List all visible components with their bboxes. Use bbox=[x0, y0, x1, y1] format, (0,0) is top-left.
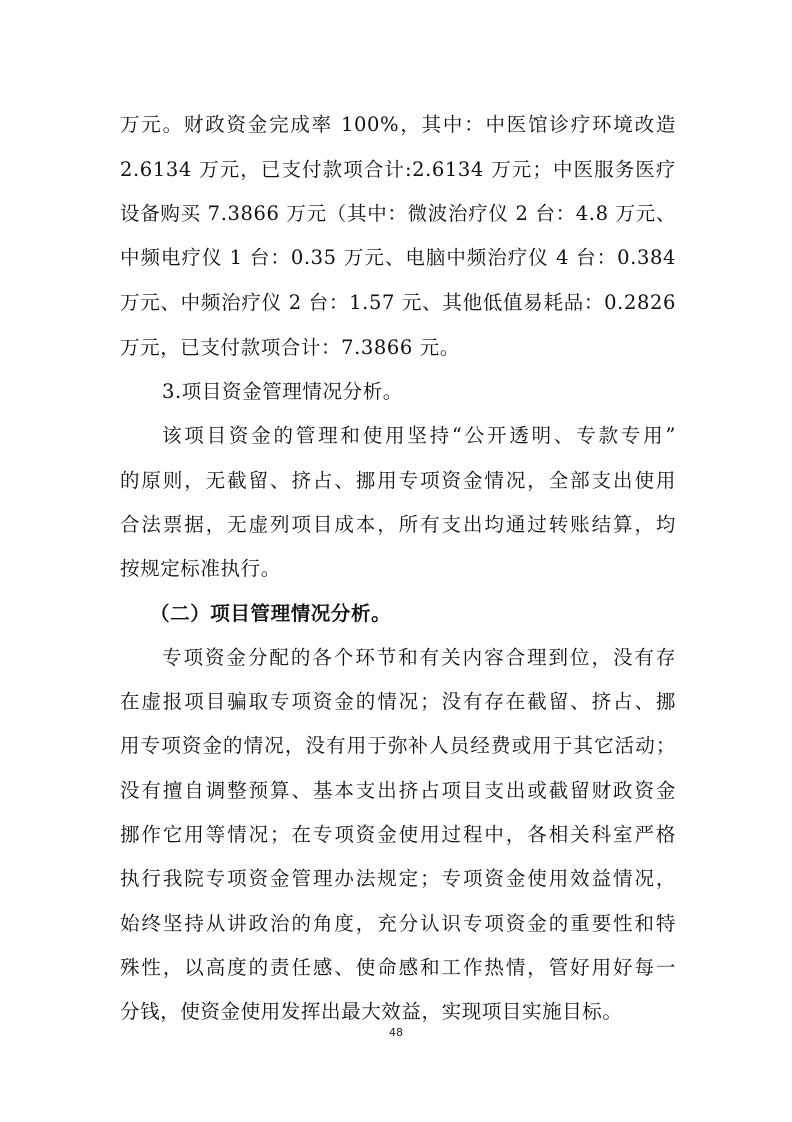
text-line: 始终坚持从讲政治的角度，充分认识专项资金的重要性和特 bbox=[120, 912, 676, 935]
text-line: 中频电疗仪 1 台：0.35 万元、电脑中频治疗仪 4 台：0.384 bbox=[120, 246, 676, 269]
text-line: 挪作它用等情况；在专项资金使用过程中，各相关科室严格 bbox=[120, 823, 676, 846]
text-line: 殊性，以高度的责任感、使命感和工作热情，管好用好每一 bbox=[120, 956, 676, 979]
text-line: 万元、中频治疗仪 2 台：1.57 元、其他低值易耗品：0.2826 bbox=[120, 291, 676, 314]
text-line: 专项资金分配的各个环节和有关内容合理到位，没有存 bbox=[162, 646, 676, 669]
text-line: 万元，已支付款项合计：7.3866 元。 bbox=[120, 336, 460, 359]
text-line: 2.6134 万元，已支付款项合计:2.6134 万元；中医服务医疗 bbox=[120, 158, 676, 181]
section-heading-project-management: （二）项目管理情况分析。 bbox=[150, 602, 392, 625]
page-number: 48 bbox=[389, 1026, 403, 1039]
subheading-fund-management: 3.项目资金管理情况分析。 bbox=[162, 380, 403, 403]
text-line: 用专项资金的情况，没有用于弥补人员经费或用于其它活动； bbox=[120, 734, 676, 757]
text-line: 万元。财政资金完成率 100%，其中：中医馆诊疗环境改造 bbox=[120, 113, 676, 136]
text-line: 设备购买 7.3866 万元（其中：微波治疗仪 2 台：4.8 万元、 bbox=[120, 202, 676, 225]
text-line: 执行我院专项资金管理办法规定；专项资金使用效益情况， bbox=[120, 867, 676, 890]
text-line: 该项目资金的管理和使用坚持“公开透明、专款专用” bbox=[162, 424, 676, 447]
text-line: 分钱，使资金使用发挥出最大效益，实现项目实施目标。 bbox=[120, 1000, 623, 1023]
text-line: 没有擅自调整预算、基本支出挤占项目支出或截留财政资金 bbox=[120, 779, 676, 802]
text-line: 的原则，无截留、挤占、挪用专项资金情况，全部支出使用 bbox=[120, 469, 676, 492]
text-line: 按规定标准执行。 bbox=[120, 557, 281, 580]
text-line: 在虚报项目骗取专项资金的情况；没有存在截留、挤占、挪 bbox=[120, 690, 676, 713]
text-line: 合法票据，无虚列项目成本，所有支出均通过转账结算，均 bbox=[120, 513, 676, 536]
